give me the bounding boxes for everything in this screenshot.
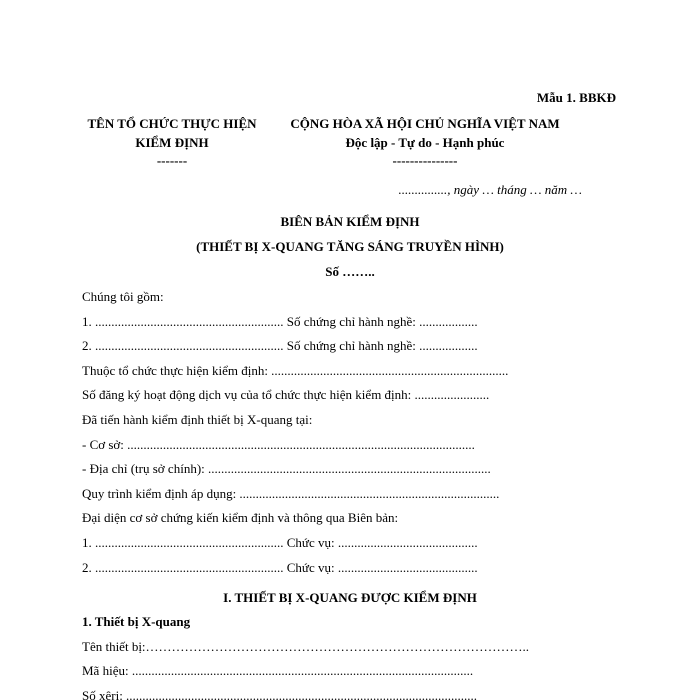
- national-header: [282, 114, 568, 168]
- national-title: CỘNG HÒA XÃ HỘI CHỦ NGHĨA VIỆT NAM: [290, 116, 560, 131]
- equipment-name-line: Tên thiết bị:……………………………………………………………………………..: [82, 638, 530, 654]
- national-motto: Độc lập - Tự do - Hạnh phúc: [345, 135, 505, 150]
- serial-line: Số xêri: ............................................................................................................: [82, 687, 478, 700]
- inspection-location-intro: Đã tiến hành kiểm định thiết bị X-quang tại:: [82, 411, 313, 427]
- organization-divider: -------: [156, 153, 188, 168]
- inspector-2-line: 2. .......................................................... Số chứng chỉ hành nghề: ..................: [82, 338, 478, 354]
- procedure-line: Quy trình kiểm định áp dụng: ................................................................................: [82, 485, 500, 501]
- inspectors-intro: Chúng tôi gồm:: [82, 289, 164, 304]
- national-divider: ---------------: [392, 153, 458, 168]
- representative-1-line: 1. .......................................................... Chức vụ: ...........................................: [82, 534, 478, 550]
- organization-line: Thuộc tổ chức thực hiện kiểm định: .........................................................................: [82, 362, 509, 378]
- facility-line: - Cơ sở: ...........................................................................................................: [82, 436, 475, 452]
- document-number: Số ……..: [325, 264, 375, 279]
- equipment-subheading: 1. Thiết bị X-quang: [82, 614, 191, 629]
- representatives-intro: Đại diện cơ sở chứng kiến kiểm định và thông qua Biên bản:: [82, 510, 399, 526]
- organization-name-line1: TÊN TỔ CHỨC THỰC HIỆN: [87, 116, 257, 131]
- section-1-heading: I. THIẾT BỊ X-QUANG ĐƯỢC KIỂM ĐỊNH: [223, 590, 477, 605]
- document-subtitle: (THIẾT BỊ X-QUANG TĂNG SÁNG TRUYỀN HÌNH): [196, 239, 504, 254]
- model-line: Mã hiệu: .........................................................................................................: [82, 663, 474, 679]
- representative-2-line: 2. .......................................................... Chức vụ: ...........................................: [82, 559, 478, 575]
- date-line: ..............., ngày … tháng … năm …: [398, 182, 582, 197]
- address-line: - Địa chỉ (trụ sở chính): .......................................................................................: [82, 461, 491, 477]
- form-code: Mẫu 1. BBKĐ: [536, 90, 616, 105]
- section-1-body: [82, 614, 642, 700]
- inspector-1-line: 1. .......................................................... Số chứng chỉ hành nghề: ..................: [82, 313, 478, 329]
- document-body: [82, 289, 642, 584]
- organization-header: [82, 114, 262, 168]
- document-title: BIÊN BẢN KIỂM ĐỊNH: [280, 214, 420, 229]
- organization-name-line2: KIỂM ĐỊNH: [135, 135, 209, 150]
- registration-number-line: Số đăng ký hoạt động dịch vụ của tổ chức thực hiện kiểm định: .......................: [82, 387, 490, 403]
